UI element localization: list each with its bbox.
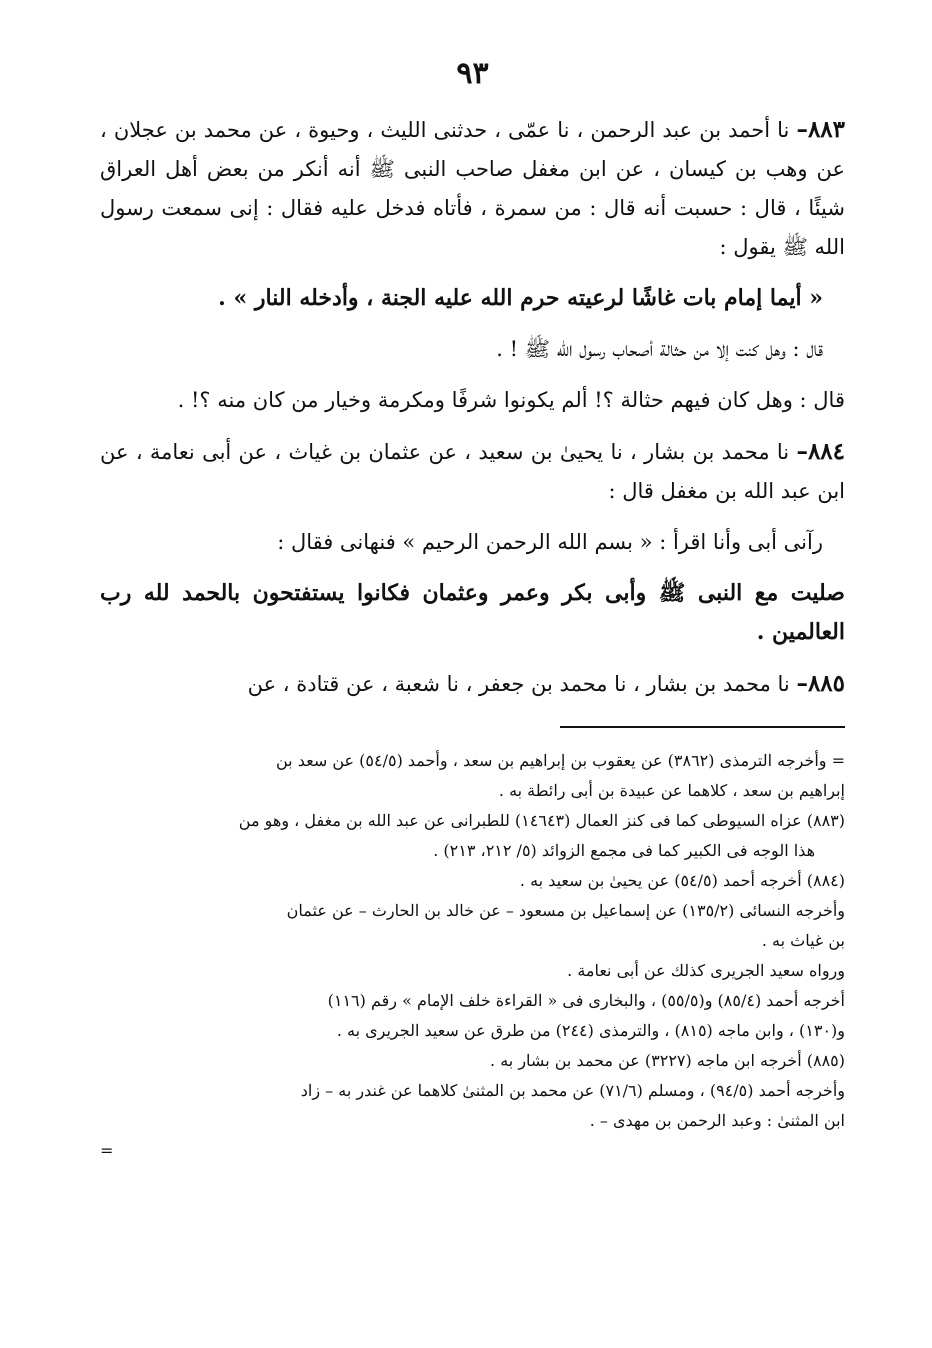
main-text [100, 110, 845, 704]
footnote-continued-mark: = [100, 1141, 114, 1160]
hadith-885-chain: نا محمد بن بشار ، نا محمد بن جعفر ، نا شعبة ، عن قتادة ، عن [247, 672, 790, 696]
footnote-884-line: ورواه سعيد الجريرى كذلك عن أبى نعامة . [567, 961, 845, 980]
hadith-885-number: ٨٨٥– [796, 670, 845, 697]
hadith-883-number: ٨٨٣– [796, 116, 845, 143]
hadith-883-text: « أيما إمام بات غاشًا لرعيته حرم الله عليه الجنة ، وأدخله النار » . [218, 285, 823, 311]
hadith-884-paragraph [100, 432, 845, 511]
footnote-divider [560, 726, 845, 728]
hadith-883-reply-1: قال : وهل كنت إلا من حثالة أصحاب رسول الله ﷺ ! . [496, 337, 823, 361]
footnote-884-line: و(١٣٠) ، وابن ماجه (٨١٥) ، والترمذى (٢٤٤) من طرق عن سعيد الجريرى به . [336, 1021, 845, 1040]
hadith-883-reply-2: قال : وهل كان فيهم حثالة ؟! ألم يكونوا شرفًا ومكرمة وخيار من كان منه ؟! . [177, 388, 845, 412]
footnote-line: = وأخرجه الترمذى (٣٨٦٢) عن يعقوب بن إبراهيم بن سعد ، وأحمد (٥٤/٥) عن سعد بن [276, 751, 845, 770]
footnotes [100, 746, 845, 1166]
footnote-885-line: (٨٨٥) أخرجه ابن ماجه (٣٢٢٧) عن محمد بن بشار به . [490, 1051, 845, 1070]
hadith-884-line: رآنى أبى وأنا اقرأ : « بسم الله الرحمن الرحيم » فنهانى فقال : [277, 530, 823, 554]
page-number: ٩٣ [456, 56, 489, 91]
footnote-885-line: ابن المثنىٰ : وعبد الرحمن بن مهدى – . [589, 1111, 845, 1130]
book-page [100, 50, 845, 1320]
hadith-885-paragraph [100, 664, 845, 704]
footnote-884-line: (٨٨٤) أخرجه أحمد (٥٤/٥) عن يحيىٰ بن سعيد به . [519, 871, 845, 890]
hadith-883-chain: نا أحمد بن عبد الرحمن ، نا عمّى ، حدثنى الليث ، وحيوة ، عن محمد بن عجلان ، عن وهب بن كيسان ، عن ابن مغفل صاحب النبى ﷺ أنه أنكر من بعض أهل العراق شيئًا ، قال : حسبت أنه قال : من سمرة ، فأتاه فدخل عليه فقال : إنى سمعت رسول الله ﷺ يقول : [100, 118, 845, 259]
footnote-884-line: وأخرجه النسائى (١٣٥/٢) عن إسماعيل بن مسعود – عن خالد بن الحارث – عن عثمان [286, 901, 845, 920]
hadith-883-paragraph [100, 110, 845, 267]
footnote-884-line: بن غياث به . [761, 931, 845, 950]
hadith-884-number: ٨٨٤– [796, 438, 845, 465]
footnote-885-line: وأخرجه أحمد (٩٤/٥) ، ومسلم (٧١/٦) عن محمد بن المثنىٰ كلاهما عن غندر به – زاد [300, 1081, 845, 1100]
hadith-884-text: صليت مع النبى ﷺ وأبى بكر وعمر وعثمان فكانوا يستفتحون بالحمد لله رب العالمين . [100, 580, 845, 645]
footnote-line: إبراهيم بن سعد ، كلاهما عن عبيدة بن أبى رائطة به . [498, 781, 845, 800]
footnote-884-line: أخرجه أحمد (٨٥/٤) و(٥٥/٥) ، والبخارى فى « القراءة خلف الإمام » رقم (١١٦) [327, 991, 845, 1010]
hadith-884-chain: نا محمد بن بشار ، نا يحيىٰ بن سعيد ، عن عثمان بن غياث ، عن أبى نعامة ، عن ابن عبد الله بن مغفل قال : [100, 440, 845, 503]
footnote-883-line: (٨٨٣) عزاه السيوطى كما فى كنز العمال (١٤٦٤٣) للطبرانى عن عبد الله بن مغفل ، وهو من [238, 811, 845, 830]
footnote-883-line: هذا الوجه فى الكبير كما فى مجمع الزوائد (٥/ ٢١٢، ٢١٣) . [433, 841, 815, 860]
